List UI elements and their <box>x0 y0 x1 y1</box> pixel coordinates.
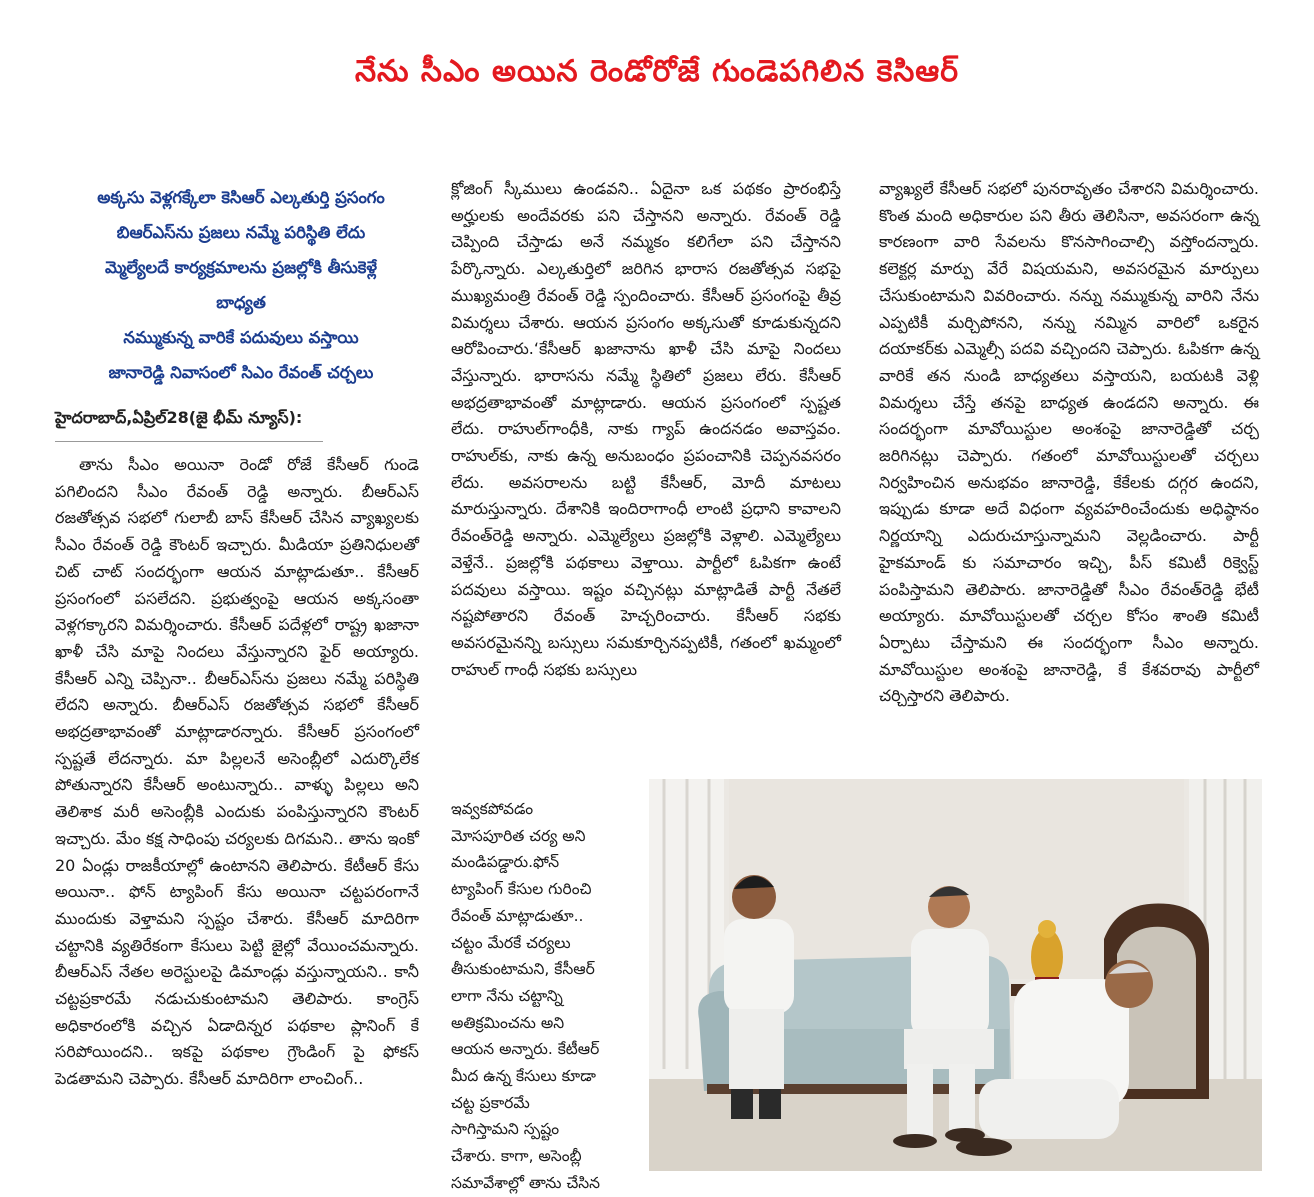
text-line: అతిక్రమించను అని <box>451 1013 565 1032</box>
summary-line: బాధ్యత <box>216 293 266 312</box>
text-line: ఆయన అన్నారు. కేటీఆర్ <box>451 1040 600 1059</box>
text-line: సమావేశాల్లో తాను చేసిన <box>451 1173 600 1192</box>
text-line: ట్యాపింగ్ కేసుల గురించి <box>451 880 592 899</box>
summary-highlights <box>55 180 427 390</box>
summary-line: నమ్ముకున్న వారికే పదువులు వస్తాయి <box>123 328 359 347</box>
text-line: మండిపడ్డారు.ఫోన్ <box>451 853 560 872</box>
article-column-3 <box>879 176 1259 710</box>
summary-line: బిఆర్ఎస్‌ను ప్రజలు నమ్మే పరిస్థితి లేదు <box>116 223 366 242</box>
meeting-photo-illustration <box>649 779 1262 1171</box>
text-line: తీసుకుంటామని, కేసీఆర్ <box>451 960 595 979</box>
text-line: మీద ఉన్న కేసులు కూడా <box>451 1067 596 1086</box>
paragraph: తాను సీఎం అయినా రెండో రోజే కేసీఆర్ గుండె పగిలిందని సీఎం రేవంత్ రెడ్డి అన్నారు. బీఆర్ఎస్ రజతోత్సవ సభలో గులాబీ బాస్ కేసీఆర్ చేసిన వ్యాఖ్యలకు సీఎం రేవంత్ రెడ్డి కౌంటర్ ఇచ్చారు. మీడియా ప్రతినిధులతో చిట్ చాట్ సందర్భంగా ఆయన మాట్లాడుతూ.. కేసీఆర్ ప్రసంగంలో పసలేదని. ప్రభుత్వంపై ఆయన అక్కసంతా వెళ్లగక్కారని విమర్శించారు. కేసీఆర్ పదేళ్లలో రాష్ట్ర ఖజానా ఖాళీ చేసి మాపై నిందలు వేస్తున్నారని ఫైర్ అయ్యారు. కేసీఆర్ ఎన్ని చెప్పినా.. బీఆర్ఎస్‌ను ప్రజలు నమ్మే పరిస్థితి లేదని అన్నారు. బీఆర్ఎస్ రజతోత్సవ సభలో కేసీఆర్ అభద్రతాభావంతో మాట్లాడారన్నారు. కేసీఆర్ ప్రసంగంలో స్పష్టతే లేదన్నారు. మా పిల్లలనే అసెంబ్లీలో ఎదుర్కొలేక పోతున్నారని కేసీఆర్ అంటున్నారు.. వాళ్ళు పిల్లలు అని తెలిశాక మరీ అసెంబ్లీకి ఎందుకు పంపిస్తున్నారని కౌంటర్ ఇచ్చారు. మేం కక్ష సాధింపు చర్యలకు దిగమని.. తాను ఇంకో 20 ఏండ్లు రాజకీయాల్లో ఉంటానని తెలిపారు. కేటీఆర్ కేసు అయినా.. ఫోన్ ట్యాపింగ్ కేసు అయినా చట్టపరంగానే ముందుకు వెళ్తామని స్పష్టం చేశారు. కేసీఆర్ మాదిరిగా చట్టానికి వ్యతిరేకంగా కేసులు పెట్టి జైల్లో వేయించమన్నారు. బీఆర్ఎస్ నేతల అరెస్టులపై డిమాండ్లు వస్తున్నాయని.. కానీ చట్టప్రకారమే నడుచుకుంటామని తెలిపారు. కాంగ్రెస్ అధికారంలోకి వచ్చిన ఏడాదిన్నర పథకాల ప్లానింగ్ కే సరిపోయిందని.. ఇకపై పథకాల గ్రౌండింగ్ పై ఫోకస్ పెడతామని చెప్పారు. కేసీఆర్ మాదిరిగా లాంచింగ్.. <box>55 455 419 1089</box>
text-line: చట్ట ప్రకారమే <box>451 1093 530 1112</box>
text-line: మోసపూరిత చర్య అని <box>451 826 586 845</box>
text-line: రేవంత్ మాట్లాడుతూ.. <box>451 906 584 925</box>
text-line: ఇవ్వకపోవడం <box>451 800 534 818</box>
headline: నేను సీఎం అయిన రెండోరోజే గుండెపగిలిన కెసిఆర్ <box>354 54 960 89</box>
article-column-2-narrow <box>451 796 639 1197</box>
meeting-photo <box>649 779 1262 1171</box>
text-line: చట్టం మేరకే చర్యలు <box>451 933 571 952</box>
article-column-2 <box>451 176 841 683</box>
text-line: సాగిస్తామని స్పష్టం <box>451 1120 560 1139</box>
summary-line: మ్మెల్యేలదే కార్యక్రమాలను ప్రజల్లోకి తీసుకెళ్లే <box>104 258 378 277</box>
dateline: హైదరాబాద్,ఏప్రిల్28(జై భీమ్ న్యూస్): <box>55 408 303 427</box>
summary-line: అక్కసు వెళ్లగక్కేలా కెసిఆర్ ఎల్కతుర్తి ప్రసంగం <box>97 188 385 207</box>
paragraph: వ్యాఖ్యలే కేసీఆర్ సభలో పునరావృతం చేశారని విమర్శించారు. కొంత మంది అధికారుల పని తీరు తెలిసినా, అవసరంగా ఉన్న కారణంగా వారి సేవలను కొనసాగించాల్సి వస్తోందన్నారు. కలెక్టర్ల మార్పు వేరే విషయమని, అవసరమైన మార్పులు చేసుకుంటామని వివరించారు. నన్ను నమ్ముకున్న వారిని నేను ఎప్పటికీ మర్చిపోనని, నన్ను నమ్మిన వారిలో ఒకరైన దయాకర్‌కు ఎమ్మెల్సీ పదవి వచ్చిందని చెప్పారు. ఓపికగా ఉన్న వారికే తన నుండి బాధ్యతలు వస్తాయని, బయటకి వెళ్లి విమర్శలు చేస్తే తనపై బాధ్యత ఉండదని అన్నారు. ఈ సందర్భంగా మావోయిస్టుల అంశంపై జానారెడ్డితో చర్చ జరిగినట్లు చెప్పారు. గతంలో మావోయిస్టులతో చర్చలు నిర్వహించిన అనుభవం జానారెడ్డి, కేకేలకు దగ్గర ఉందని, ఇప్పుడు కూడా అదే విధంగా వ్యవహరించేందుకు అధిష్ఠానం నిర్ణయాన్ని ఎదురుచూస్తున్నామని వెల్లడించారు. పార్టీ హైకమాండ్ కు సమాచారం ఇచ్చి, పీస్ కమిటీ రిక్వెస్ట్ పంపిస్తామని తెలిపారు. జానారెడ్డితో సీఎం రేవంత్‌రెడ్డి భేటీ అయ్యారు. మావోయిస్టులతో చర్చల కోసం శాంతి కమిటీ ఏర్పాటు చేస్తామని ఈ సందర్భంగా సీఎం అన్నారు. మావోయిస్టుల అంశంపై జానారెడ్డి, కే కేశవరావు పార్టీలో చర్చిస్తారని తెలిపారు. <box>879 179 1259 706</box>
text-line: చేశారు. కాగా, అసెంబ్లీ <box>451 1147 582 1166</box>
article-column-1 <box>55 452 419 1093</box>
text-line: లాగా నేను చట్టాన్ని <box>451 986 563 1005</box>
paragraph: క్లోజింగ్ స్కీములు ఉండవని.. ఏదైనా ఒక పథకం ప్రారంభిస్తే అర్హులకు అందేవరకు పని చేస్తానని అన్నారు. రేవంత్ రెడ్డి చెప్పింది చేస్తాడు అనే నమ్మకం కలిగేలా పని చేస్తానని పేర్కొన్నారు. ఎల్కతుర్తిలో జరిగిన భారాస రజతోత్సవ సభపై ముఖ్యమంత్రి రేవంత్ రెడ్డి స్పందించారు. కేసీఆర్ ప్రసంగంపై తీవ్ర విమర్శలు చేశారు. ఆయన ప్రసంగం అక్కసుతో కూడుకున్నదని ఆరోపించారు.‘కేసీఆర్ ఖజానాను ఖాళీ చేసి మాపై నిందలు వేస్తున్నారు. భారాసను నమ్మే స్థితిలో ప్రజలు లేరు. కేసీఆర్ అభద్రతాభావంతో మాట్లాడారు. ఆయన ప్రసంగంలో స్పష్టత లేదు. రాహుల్‌గాంధీకి, నాకు గ్యాప్ ఉందనడం అవాస్తవం. రాహుల్‌కు, నాకు ఉన్న అనుబంధం ప్రపంచానికి చెప్పనవసరం లేదు. అవసరాలను బట్టి కేసీఆర్, మోదీ మాటలు మారుస్తున్నారు. దేశానికి ఇందిరాగాంధీ లాంటి ప్రధాని కావాలని రేవంత్‌రెడ్డి అన్నారు. ఎమ్మెల్యేలు ప్రజల్లోకి వెళ్లాలి. ఎమ్మెల్యేలు వెళ్తేనే.. ప్రజల్లోకి పథకాలు వెళ్తాయి. పార్టీలో ఓపికగా ఉంటే పదవులు వస్తాయి. ఇష్టం వచ్చినట్లు మాట్లాడితే పార్టీ నేతలే నష్టపోతారని రేవంత్ హెచ్చరించారు. కేసీఆర్ సభకు అవసరమైనన్ని బస్సులు సమకూర్చినప్పటికీ, గతంలో ఖమ్మంలో రాహుల్ గాంధీ సభకు బస్సులు <box>451 179 841 679</box>
summary-line: జానారెడ్డి నివాసంలో సిఎం రేవంత్ చర్చలు <box>108 363 374 382</box>
divider <box>55 441 323 442</box>
